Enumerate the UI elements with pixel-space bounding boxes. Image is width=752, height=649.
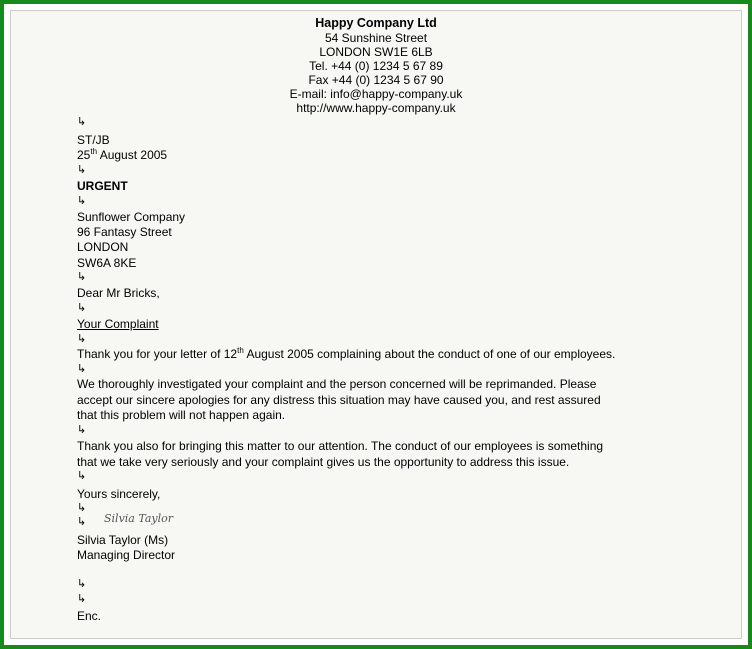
body-paragraph-2-line-1: We thoroughly investigated your complaint and the person concerned will be reprimanded. Please xyxy=(77,377,597,391)
recipient-name: Sunflower Company xyxy=(77,210,186,224)
body-paragraph-2-line-3: that this problem will not happen again. xyxy=(77,408,286,422)
urgent-label: URGENT xyxy=(77,179,128,193)
company-fax: Fax +44 (0) 1234 5 67 90 xyxy=(308,73,444,87)
body-paragraph-3-line-1: Thank you also for bringing this matter to our attention. The conduct of our employees is something xyxy=(77,439,604,453)
reference: ST/JB xyxy=(77,133,110,147)
signer-title: Managing Director xyxy=(77,548,176,562)
company-email: E-mail: info@happy-company.uk xyxy=(289,87,463,101)
company-street: 54 Sunshine Street xyxy=(324,31,428,45)
body-paragraph-3-line-2: that we take very seriously and your complaint gives us the opportunity to address this issue. xyxy=(77,455,570,469)
date-suffix: th xyxy=(90,147,98,156)
return-arrow-icon: ↳ xyxy=(77,516,87,528)
return-arrow-icon: ↳ xyxy=(77,593,87,605)
return-arrow-icon: ↳ xyxy=(77,116,87,128)
company-web: http://www.happy-company.uk xyxy=(296,101,456,115)
return-arrow-icon: ↳ xyxy=(77,164,87,176)
date-day: 25 xyxy=(77,148,91,162)
return-arrow-icon: ↳ xyxy=(77,195,87,207)
recipient-street: 96 Fantasy Street xyxy=(77,225,172,239)
p1-end: August 2005 complaining about the conduct of one of our employees. xyxy=(243,347,616,361)
salutation: Dear Mr Bricks, xyxy=(77,286,160,300)
letter-date xyxy=(77,148,167,162)
p1-start: Thank you for your letter of 12 xyxy=(77,347,238,361)
return-arrow-icon: ↳ xyxy=(77,502,87,514)
return-arrow-icon: ↳ xyxy=(77,302,87,314)
company-city: LONDON SW1E 6LB xyxy=(319,45,433,59)
company-name: Happy Company Ltd xyxy=(315,16,437,30)
p1-sup: th xyxy=(237,346,244,355)
closing: Yours sincerely, xyxy=(77,487,161,501)
return-arrow-icon: ↳ xyxy=(77,470,87,482)
return-arrow-icon: ↳ xyxy=(77,578,87,590)
recipient-postcode: SW6A 8KE xyxy=(77,256,137,270)
body-paragraph-1 xyxy=(77,347,615,361)
date-rest: August 2005 xyxy=(97,148,168,162)
recipient-city: LONDON xyxy=(77,240,129,254)
company-tel: Tel. +44 (0) 1234 5 67 89 xyxy=(309,59,443,73)
subject-line: Your Complaint xyxy=(77,317,159,331)
enclosure: Enc. xyxy=(77,609,102,623)
return-arrow-icon: ↳ xyxy=(77,271,87,283)
return-arrow-icon: ↳ xyxy=(77,424,87,436)
return-arrow-icon: ↳ xyxy=(77,333,87,345)
body-paragraph-2-line-2: accept our sincere apologies for any distress this situation may have caused you, and rest assured xyxy=(77,393,601,407)
handwritten-signature: Silvia Taylor xyxy=(104,512,174,525)
signer-name: Silvia Taylor (Ms) xyxy=(77,533,169,547)
return-arrow-icon: ↳ xyxy=(77,363,87,375)
